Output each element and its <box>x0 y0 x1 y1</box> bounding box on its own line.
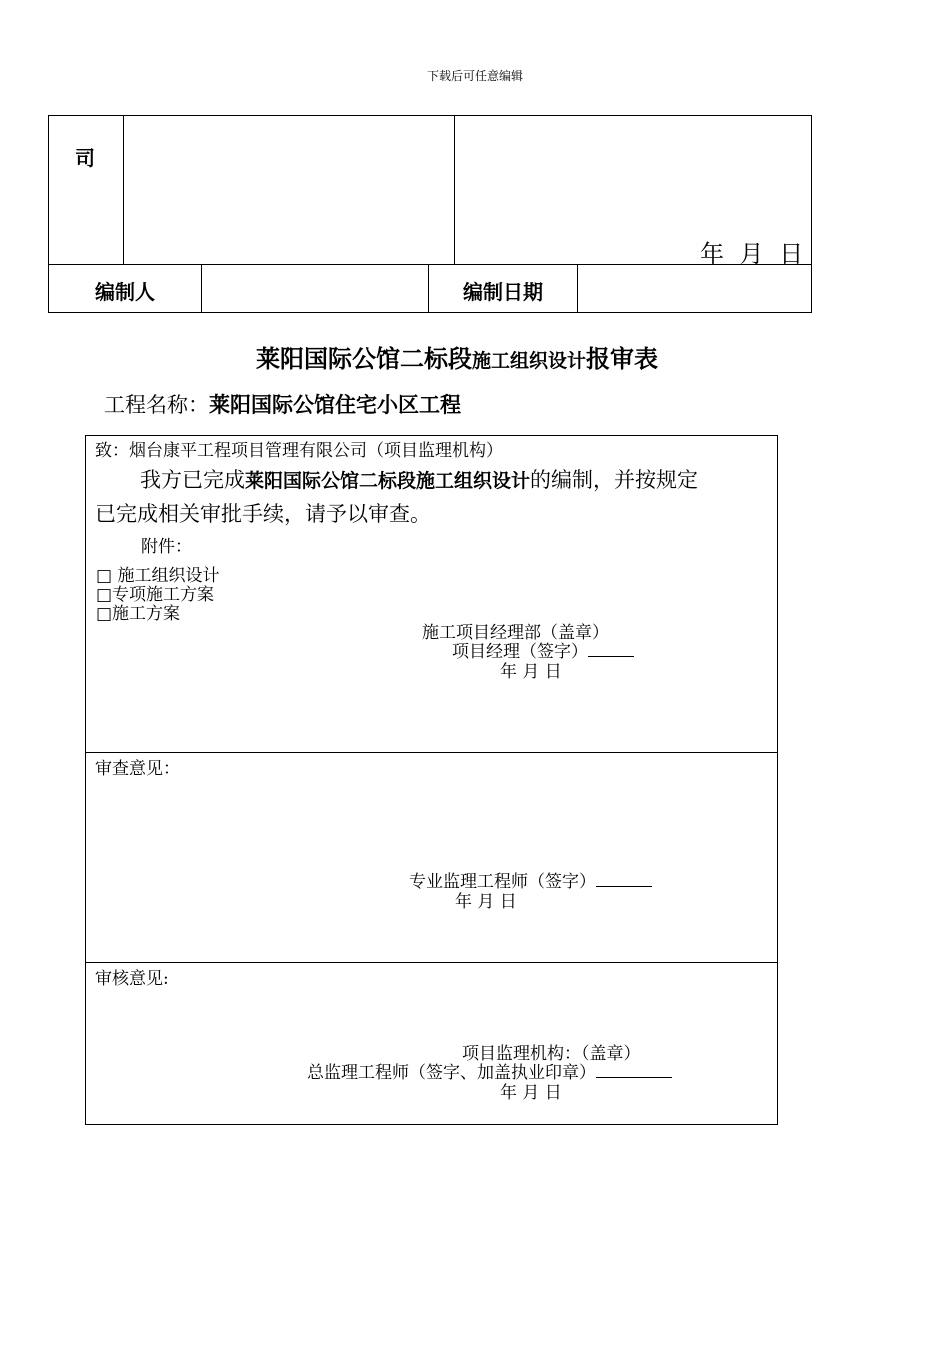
review-form <box>85 435 778 1125</box>
addressee: 致：烟台康平工程项目管理有限公司（项目监理机构） <box>95 441 503 461</box>
chief-sign-label: 总监理工程师（签字、加盖执业印章） <box>307 1063 596 1083</box>
header-note: 下载后可任意编辑 <box>426 69 523 83</box>
attachment-item[interactable]: □专项施工方案 <box>96 585 215 605</box>
submission-body-line1 <box>140 464 698 494</box>
manager-sign-field[interactable] <box>588 655 634 657</box>
chief-sign-line <box>307 1058 672 1083</box>
section-divider <box>86 752 777 753</box>
attachment-item[interactable]: □施工方案 <box>96 604 181 624</box>
doc-title-part1: 莱阳国际公馆二标段 <box>256 345 472 373</box>
supervision-org-seal-label: 项目监理机构：（盖章） <box>462 1044 641 1064</box>
section3-date: 年 月 日 <box>500 1083 562 1103</box>
engineer-sign-label: 专业监理工程师（签字） <box>409 872 596 892</box>
compile-date-label: 编制日期 <box>463 280 543 304</box>
project-line <box>104 389 461 419</box>
body-prefix: 我方已完成 <box>140 468 245 492</box>
manager-sign-label: 项目经理（签字） <box>452 642 588 662</box>
compiler-field[interactable] <box>202 265 428 312</box>
submission-body-line2: 已完成相关审批手续，请予以审查。 <box>95 502 431 526</box>
project-name: 莱阳国际公馆住宅小区工程 <box>209 393 461 417</box>
audit-opinion-label: 审核意见: <box>95 969 169 989</box>
attachments-label: 附件： <box>141 537 192 557</box>
company-label-fragment: 司 <box>75 146 95 170</box>
col-divider <box>123 116 124 264</box>
chief-sign-field[interactable] <box>596 1076 672 1078</box>
sign-date: 年 月 日 <box>700 240 808 268</box>
top-table <box>48 115 812 313</box>
doc-title-part3: 报审表 <box>586 345 659 373</box>
compile-date-field[interactable] <box>578 265 811 312</box>
engineer-sign-field[interactable] <box>596 885 652 887</box>
col-divider <box>454 116 455 264</box>
engineer-sign-line <box>409 867 652 892</box>
body-suffix: 的编制，并按规定 <box>530 468 699 492</box>
project-label: 工程名称： <box>104 393 209 417</box>
body-bold: 莱阳国际公馆二标段施工组织设计 <box>245 470 531 492</box>
section1-date: 年 月 日 <box>500 662 562 682</box>
section-divider <box>86 962 777 963</box>
doc-title-part2: 施工组织设计 <box>472 350 587 372</box>
review-opinion-label: 审查意见： <box>95 759 180 779</box>
attachment-item[interactable]: □ 施工组织设计 <box>96 566 220 586</box>
section2-date: 年 月 日 <box>455 892 517 912</box>
doc-title <box>256 339 658 374</box>
compiler-label: 编制人 <box>95 280 155 304</box>
dept-seal-label: 施工项目经理部（盖章） <box>422 623 609 643</box>
